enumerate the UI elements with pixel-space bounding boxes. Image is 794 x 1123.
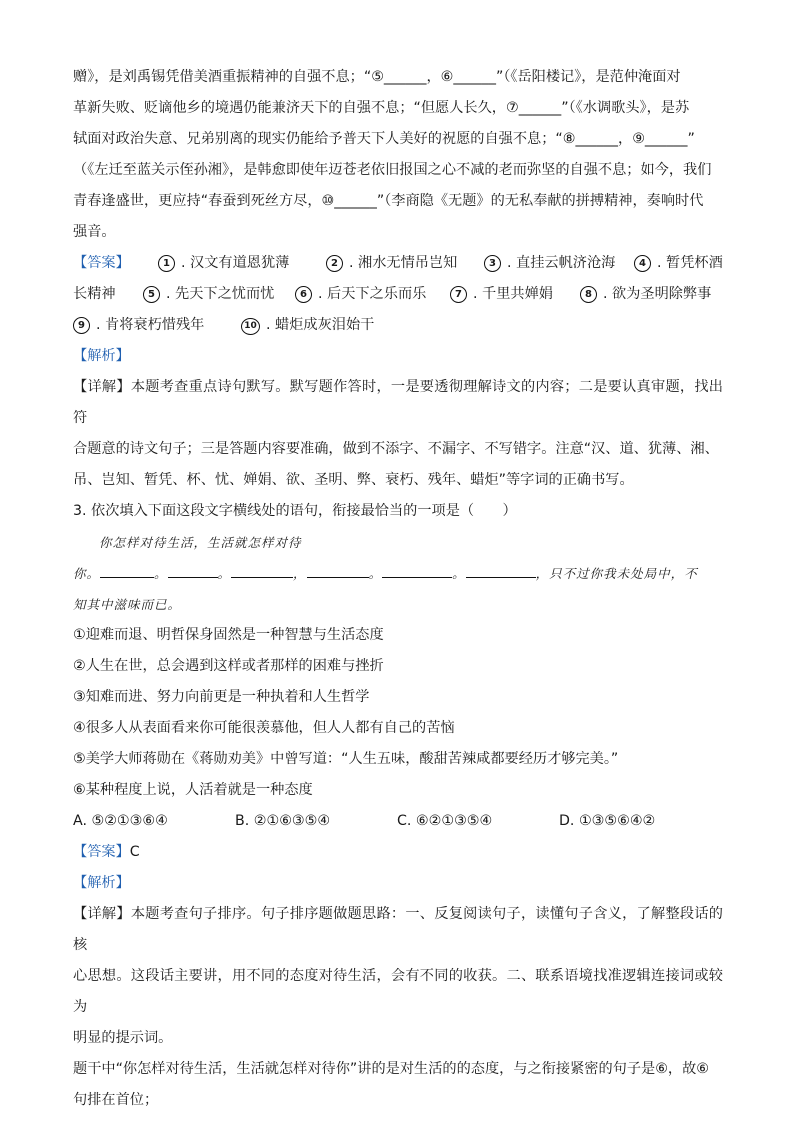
q3-item: ①迎难而退、明哲保身固然是一种智慧与生活态度 <box>73 627 384 643</box>
q3-item: ②人生在世，总会遇到这样或者那样的困难与挫折 <box>73 658 384 674</box>
circled-number: 3 <box>484 255 501 272</box>
answer-item: 10 . 蜡炬成灰泪始干 <box>241 310 374 341</box>
detail-paragraph: 【详解】本题考查重点诗句默写。默写题作答时，一是要透彻理解诗文的内容；二是要认真审题，找出符 <box>73 379 723 426</box>
answer-item: 8 . 欲为圣明除弊事 <box>580 279 711 310</box>
q2-text-line: （《左迁至蓝关示侄孙湘》，是韩愈即使年迈苍老依旧报国之心不减的老而弥坚的自强不息；如今，我们 <box>73 162 712 178</box>
analysis-label: 【解析】 <box>73 875 130 891</box>
option-d: D. ①③⑤⑥④② <box>559 813 656 829</box>
answer-item: 3 . 直挂云帆济沧海 <box>484 248 634 279</box>
q3-detail-line: 题干中“你怎样对待生活，生活就怎样对待你”讲的是对生活的的态度，与之衔接紧密的句子是⑥，故⑥ <box>73 1061 710 1077</box>
option-b: B. ②①⑥③⑤④ <box>235 813 331 829</box>
q2-text-line: 青春逢盛世，更应持“春蚕到死丝方尽，⑩______”（李商隐《无题》的无私奉献的拼搏精神，奏响时代 <box>73 193 704 209</box>
answer-item: 9 . 肯将衰朽惜残年 <box>73 310 241 341</box>
analysis-label: 【解析】 <box>73 348 130 364</box>
option-c: C. ⑥②①③⑤④ <box>397 813 493 829</box>
q3-handwritten-line: 你怎样对待生活，生活就怎样对待 <box>99 535 302 550</box>
circled-number: 4 <box>634 255 651 272</box>
q3-item: ③知难而进、努力向前更是一种执着和人生哲学 <box>73 689 370 705</box>
q3-answer: 【答案】C <box>73 844 140 860</box>
circled-number: 2 <box>326 255 343 272</box>
q3-stem: 3. 依次填入下面这段文字横线处的语句，衔接最恰当的一项是（ ） <box>73 503 517 519</box>
q3-options <box>73 806 723 837</box>
answer-item: 5 . 先天下之忧而忧 <box>143 279 295 310</box>
detail-paragraph-line: 合题意的诗文句子；三是答题内容要准确，做到不添字、不漏字、不写错字。注意“汉、道、犹薄、湘、 <box>73 441 719 457</box>
q3-detail-line: 心思想。这段话主要讲，用不同的态度对待生活，会有不同的收获。二、联系语境找准逻辑连接词或较为 <box>73 968 723 1015</box>
circled-number: 1 <box>158 255 175 272</box>
q3-item: ⑤美学大师蒋勋在《蒋勋劝美》中曾写道：“人生五味，酸甜苦辣咸都要经历才够完美。” <box>73 751 619 767</box>
answer-item-cont: 长精神 <box>73 286 116 302</box>
circled-number: 8 <box>580 286 597 303</box>
q3-detail-line: 明显的提示词。 <box>73 1030 173 1046</box>
answer-row-1 <box>73 248 723 279</box>
answer-item: 7 . 千里共婵娟 <box>450 279 580 310</box>
answer-row-2 <box>73 279 723 310</box>
q3-handwritten-line: 知其中滋味而已。 <box>73 597 182 612</box>
answer-item: 4 . 暂凭杯酒 <box>634 248 723 279</box>
circled-number: 9 <box>73 317 90 334</box>
detail-paragraph-line: 吊、岂知、暂凭、杯、忧、婵娟、欲、圣明、弊、衰朽、残年、蜡炬”等字词的正确书写。 <box>73 472 634 488</box>
document-page <box>73 62 723 1116</box>
circled-number: 5 <box>143 286 160 303</box>
option-a: A. ⑤②①③⑥④ <box>73 813 168 829</box>
circled-number: 7 <box>450 286 467 303</box>
q2-text-line: 轼面对政治失意、兄弟别离的现实仍能给予普天下人美好的祝愿的自强不息；“⑧______，⑨______” <box>73 131 695 147</box>
q3-detail: 【详解】本题考查句子排序。句子排序题做题思路：一、反复阅读句子，读懂句子含义，了解整段话的核 <box>73 906 723 953</box>
answer-item: 6 . 后天下之乐而乐 <box>295 279 450 310</box>
circled-number: 6 <box>295 286 312 303</box>
q3-handwritten-line: 你。 。 。 ， 。 。 ，只不过你我未处局中，不 <box>73 566 698 581</box>
answer-row-3 <box>73 310 723 341</box>
q3-detail-line: 句排在首位； <box>73 1092 159 1108</box>
answer-label: 【答案】 <box>73 255 130 271</box>
q2-text-line: 革新失败、贬谪他乡的境遇仍能兼济天下的自强不息；“但愿人长久，⑦______”（《水调歌头》，是苏 <box>73 100 690 116</box>
answer-item: 2 . 湘水无情吊岂知 <box>326 248 484 279</box>
q3-item: ⑥某种程度上说，人活着就是一种态度 <box>73 782 313 798</box>
answer-item: 1 . 汉文有道恩犹薄 <box>158 248 326 279</box>
circled-number: 10 <box>241 318 260 335</box>
q3-item: ④很多人从表面看来你可能很羡慕他，但人人都有自己的苦恼 <box>73 720 455 736</box>
q2-text-line: 强音。 <box>73 224 116 240</box>
q2-text-line: 赠》，是刘禹锡凭借美酒重振精神的自强不息；“⑤______，⑥______”（《岳阳楼记》，是范仲淹面对 <box>73 69 681 85</box>
